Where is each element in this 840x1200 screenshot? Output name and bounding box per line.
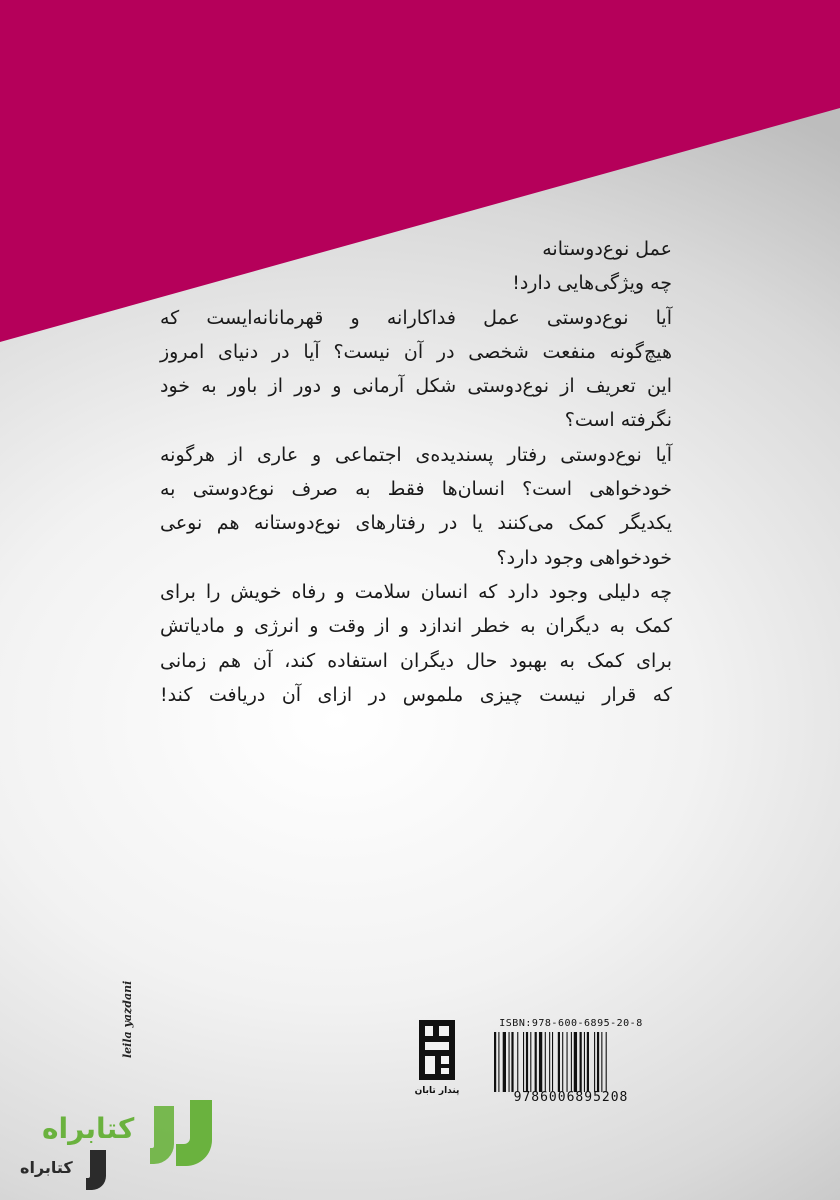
blurb-line: کمک به دیگران به خطر اندازد و از وقت و انرژی و مادیاتش <box>160 615 672 638</box>
barcode-bar <box>571 1032 572 1092</box>
blurb-line: برای کمک به بهبود حال دیگران استفاده کند، آن هم زمانی <box>160 649 672 672</box>
blurb-line: آیا نوع‌دوستی رفتار پسندیده‌ی اجتماعی و عاری از هرگونه <box>160 443 672 466</box>
barcode-bar <box>509 1032 510 1092</box>
ketabrah-brand-text: کتابراه <box>42 1112 135 1145</box>
back-cover-blurb <box>160 232 672 712</box>
ketabrah-watermark <box>20 1092 220 1192</box>
barcode-bar <box>606 1032 607 1092</box>
barcode-bar <box>580 1032 582 1092</box>
barcode-bar <box>549 1032 550 1092</box>
barcode-bar <box>511 1032 513 1092</box>
author-signature: leila yazdani <box>121 980 134 1058</box>
barcode-bar <box>503 1032 506 1092</box>
ketabrah-brand-text-small: کتابراه <box>20 1158 73 1177</box>
barcode-digits: 9786006895208 <box>513 1090 629 1105</box>
barcode-bar <box>517 1032 518 1092</box>
blurb-line: نگرفته است؟ <box>564 409 672 432</box>
blurb-line: خودخواهی وجود دارد؟ <box>496 546 672 569</box>
blurb-line: که قرار نیست چیزی ملموس در ازای آن دریافت کند! <box>160 683 672 706</box>
blurb-line: خودخواهی است؟ انسان‌ها فقط به صرف نوع‌دوستی به <box>160 478 672 501</box>
barcode-bar <box>562 1032 563 1092</box>
blurb-line: آیا نوع‌دوستی عمل فداکارانه و قهرمانانه‌ایست که <box>160 306 672 329</box>
barcode-bar <box>601 1032 602 1092</box>
isbn-barcode <box>486 1018 656 1106</box>
barcode-bar <box>545 1032 546 1092</box>
barcode-bar <box>539 1032 542 1092</box>
barcode-bar <box>558 1032 560 1092</box>
barcode-bar <box>587 1032 589 1092</box>
barcode-bars <box>494 1032 648 1092</box>
barcode-bar <box>574 1032 577 1092</box>
barcode-bar <box>523 1032 524 1092</box>
blurb-line: عمل نوع‌دوستانه <box>542 238 672 260</box>
barcode-bar <box>535 1032 537 1092</box>
blurb-line: چه ویژگی‌هایی دارد! <box>512 272 672 295</box>
publisher-logo <box>405 1018 469 1102</box>
publisher-name: پندار تابان <box>414 1086 460 1096</box>
blurb-line: این تعریف از نوع‌دوستی شکل آرمانی و دور از باور به خود <box>160 375 672 398</box>
blurb-line: یکدیگر کمک می‌کنند یا در رفتارهای نوع‌دوستانه هم نوعی <box>160 512 672 535</box>
barcode-bar <box>567 1032 568 1092</box>
barcode-bar <box>494 1032 496 1092</box>
barcode-bar <box>530 1032 531 1092</box>
barcode-bar <box>526 1032 528 1092</box>
isbn-label: ISBN:978-600-6895-20-8 <box>499 1018 643 1029</box>
barcode-bar <box>552 1032 553 1092</box>
publisher-mark-icon <box>405 1018 469 1084</box>
blurb-line: هیچ‌گونه منفعت شخصی در آن نیست؟ آیا در دنیای امروز <box>160 340 672 363</box>
barcode-bar <box>597 1032 599 1092</box>
barcode-bar <box>498 1032 499 1092</box>
blurb-line: چه دلیلی وجود دارد که انسان سلامت و رفاه خویش را برای <box>160 580 672 603</box>
barcode-bar <box>594 1032 595 1092</box>
barcode-bar <box>584 1032 585 1092</box>
